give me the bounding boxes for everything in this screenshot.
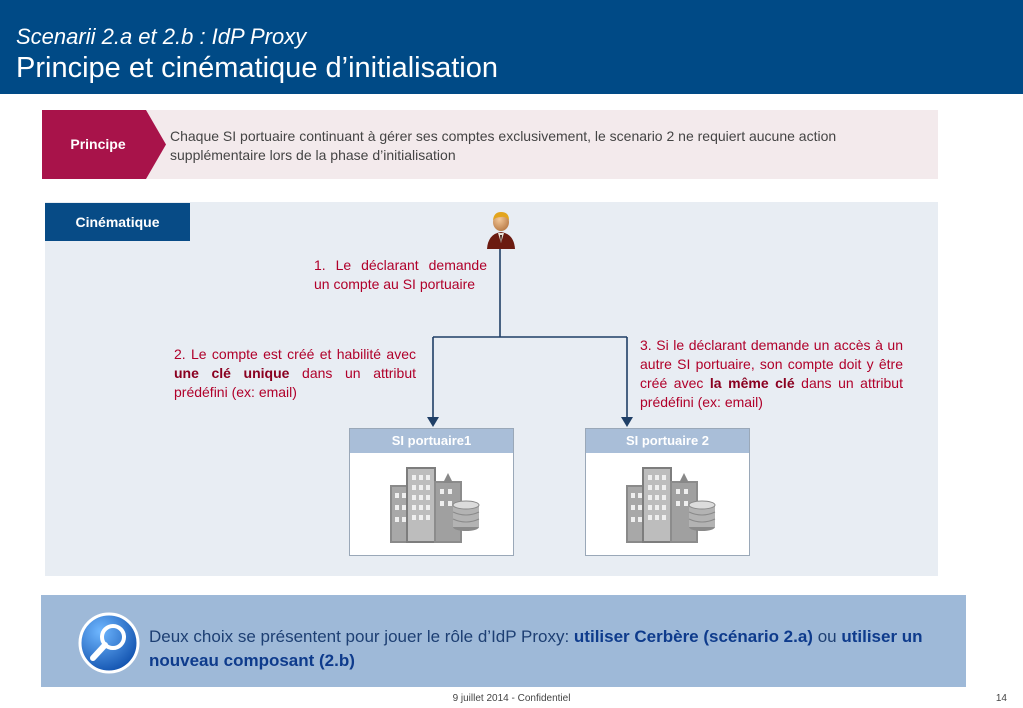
option-new-component: utiliser un nouveau composant (2.b) <box>149 627 923 670</box>
option-cerbere: utiliser Cerbère (scénario 2.a) <box>573 627 813 646</box>
user-icon <box>484 210 518 250</box>
principe-label-text: Principe <box>70 136 126 152</box>
slide-title: Principe et cinématique d’initialisation <box>16 52 498 84</box>
slide-subtitle: Scenarii 2.a et 2.b : IdP Proxy <box>16 24 307 49</box>
si-portuaire-2-title: SI portuaire 2 <box>586 429 749 453</box>
step-2-text-start: 2. Le compte est créé et habilité avec <box>174 346 416 362</box>
cinematique-label: Cinématique <box>45 203 190 241</box>
step-3-text <box>640 336 903 412</box>
magnifier-icon <box>78 611 142 675</box>
principe-description: Chaque SI portuaire continuant à gérer ses comptes exclusivement, le scenario 2 ne requiert aucune action supplémentaire lors de la phase d’initialisation <box>170 128 837 163</box>
step-2-text-end: dans un attribut prédéfini (ex: email) <box>174 365 416 400</box>
step-3-text-start: 3. Si le déclarant demande un accès à un autre SI portuaire, son compte doit y être créé avec <box>640 337 903 391</box>
step-3-key-emphasis: la même clé <box>709 375 795 391</box>
si-portuaire-1-box <box>349 428 514 556</box>
conclusion-text <box>149 625 939 673</box>
page-number: 14 <box>995 693 1007 704</box>
step-2-text <box>174 345 416 402</box>
step-2-key-emphasis: une clé unique <box>174 365 290 381</box>
footer-text: 9 juillet 2014 - Confidentiel <box>452 693 571 704</box>
si-portuaire-1-title: SI portuaire1 <box>350 429 513 453</box>
conclusion-text-start: Deux choix se présentent pour jouer le rôle d’IdP Proxy: <box>149 627 574 646</box>
building-database-icon <box>624 463 716 545</box>
step-3-text-end: dans un attribut prédéfini (ex: email) <box>640 375 903 410</box>
building-database-icon <box>388 463 480 545</box>
step-1-text: 1. Le déclarant demande un compte au SI portuaire <box>314 257 487 292</box>
conclusion-text-or: ou <box>812 627 842 646</box>
si-portuaire-2-box <box>585 428 750 556</box>
